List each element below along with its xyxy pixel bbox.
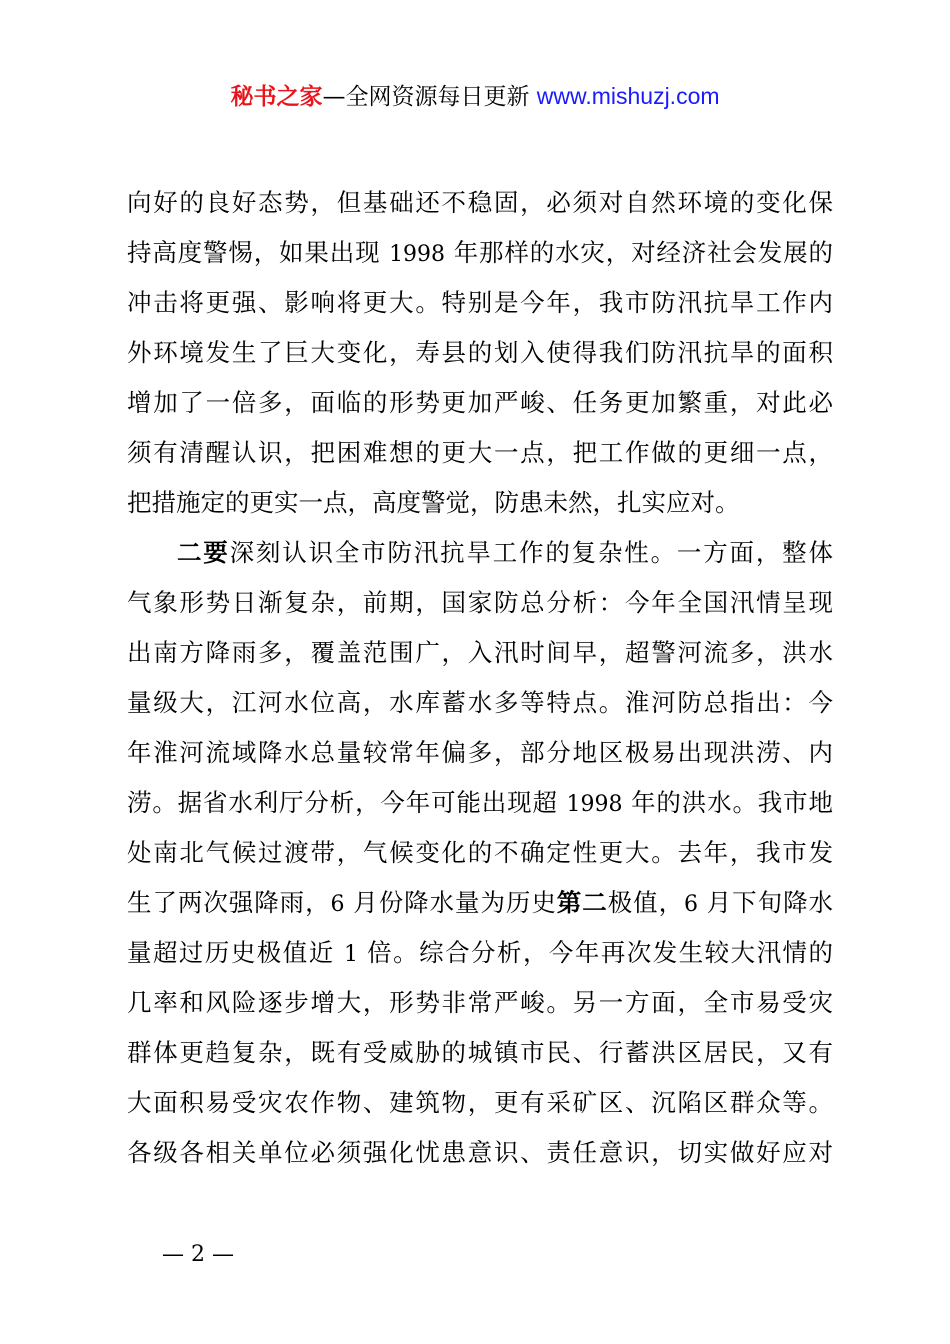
text-line: 群体更趋复杂，既有受威胁的城镇市民、行蓄洪区居民，又有: [127, 1038, 833, 1067]
text-line: 生了两次强降雨，6 月份降水量为历史第二极值，6 月下旬降水: [127, 888, 833, 917]
text-line: 各级各相关单位必须强化忧患意识、责任意识，切实做好应对: [127, 1138, 833, 1167]
text-line: 量超过历史极值近 1 倍。综合分析，今年再次发生较大汛情的: [127, 938, 833, 967]
text-line: 冲击将更强、影响将更大。特别是今年，我市防汛抗旱工作内: [127, 288, 833, 317]
text-line: 外环境发生了巨大变化，寿县的划入使得我们防汛抗旱的面积: [127, 338, 833, 367]
text-line: 几率和风险逐步增大，形势非常严峻。另一方面，全市易受灾: [127, 988, 833, 1017]
text-line: 年淮河流域降水总量较常年偏多，部分地区极易出现洪涝、内: [127, 738, 833, 767]
text-line: 量级大，江河水位高，水库蓄水多等特点。淮河防总指出：今: [127, 688, 833, 717]
text-line: 处南北气候过渡带，气候变化的不确定性更大。去年，我市发: [127, 838, 833, 867]
site-header: [0, 80, 950, 113]
text-line: 把措施定的更实一点，高度警觉，防患未然，扎实应对。: [127, 488, 740, 517]
brand-name: 秘书之家: [230, 84, 323, 110]
text-line: 气象形势日渐复杂，前期，国家防总分析：今年全国汛情呈现: [127, 588, 833, 617]
text-line: 涝。据省水利厅分析，今年可能出现超 1998 年的洪水。我市地: [127, 788, 833, 817]
text-line: 增加了一倍多，面临的形势更加严峻、任务更加繁重，对此必: [127, 388, 833, 417]
text-line: 大面积易受灾农作物、建筑物，更有采矿区、沉陷区群众等。: [127, 1088, 833, 1117]
text-line: 持高度警惕，如果出现 1998 年那样的水灾，对经济社会发展的: [127, 238, 833, 267]
page-number: — 2 —: [162, 1242, 234, 1267]
site-url[interactable]: www.mishuzj.com: [536, 83, 720, 109]
text-line: 出南方降雨多，覆盖范围广，入汛时间早，超警河流多，洪水: [127, 638, 833, 667]
text-line: 向好的良好态势，但基础还不稳固，必须对自然环境的变化保: [127, 188, 833, 217]
text-line: 须有清醒认识，把困难想的更大一点，把工作做的更细一点，: [127, 438, 833, 467]
paragraph-start-line: 二要深刻认识全市防汛抗旱工作的复杂性。一方面，整体: [177, 538, 833, 567]
document-body: [127, 178, 833, 1178]
header-slogan: —全网资源每日更新: [322, 84, 537, 110]
